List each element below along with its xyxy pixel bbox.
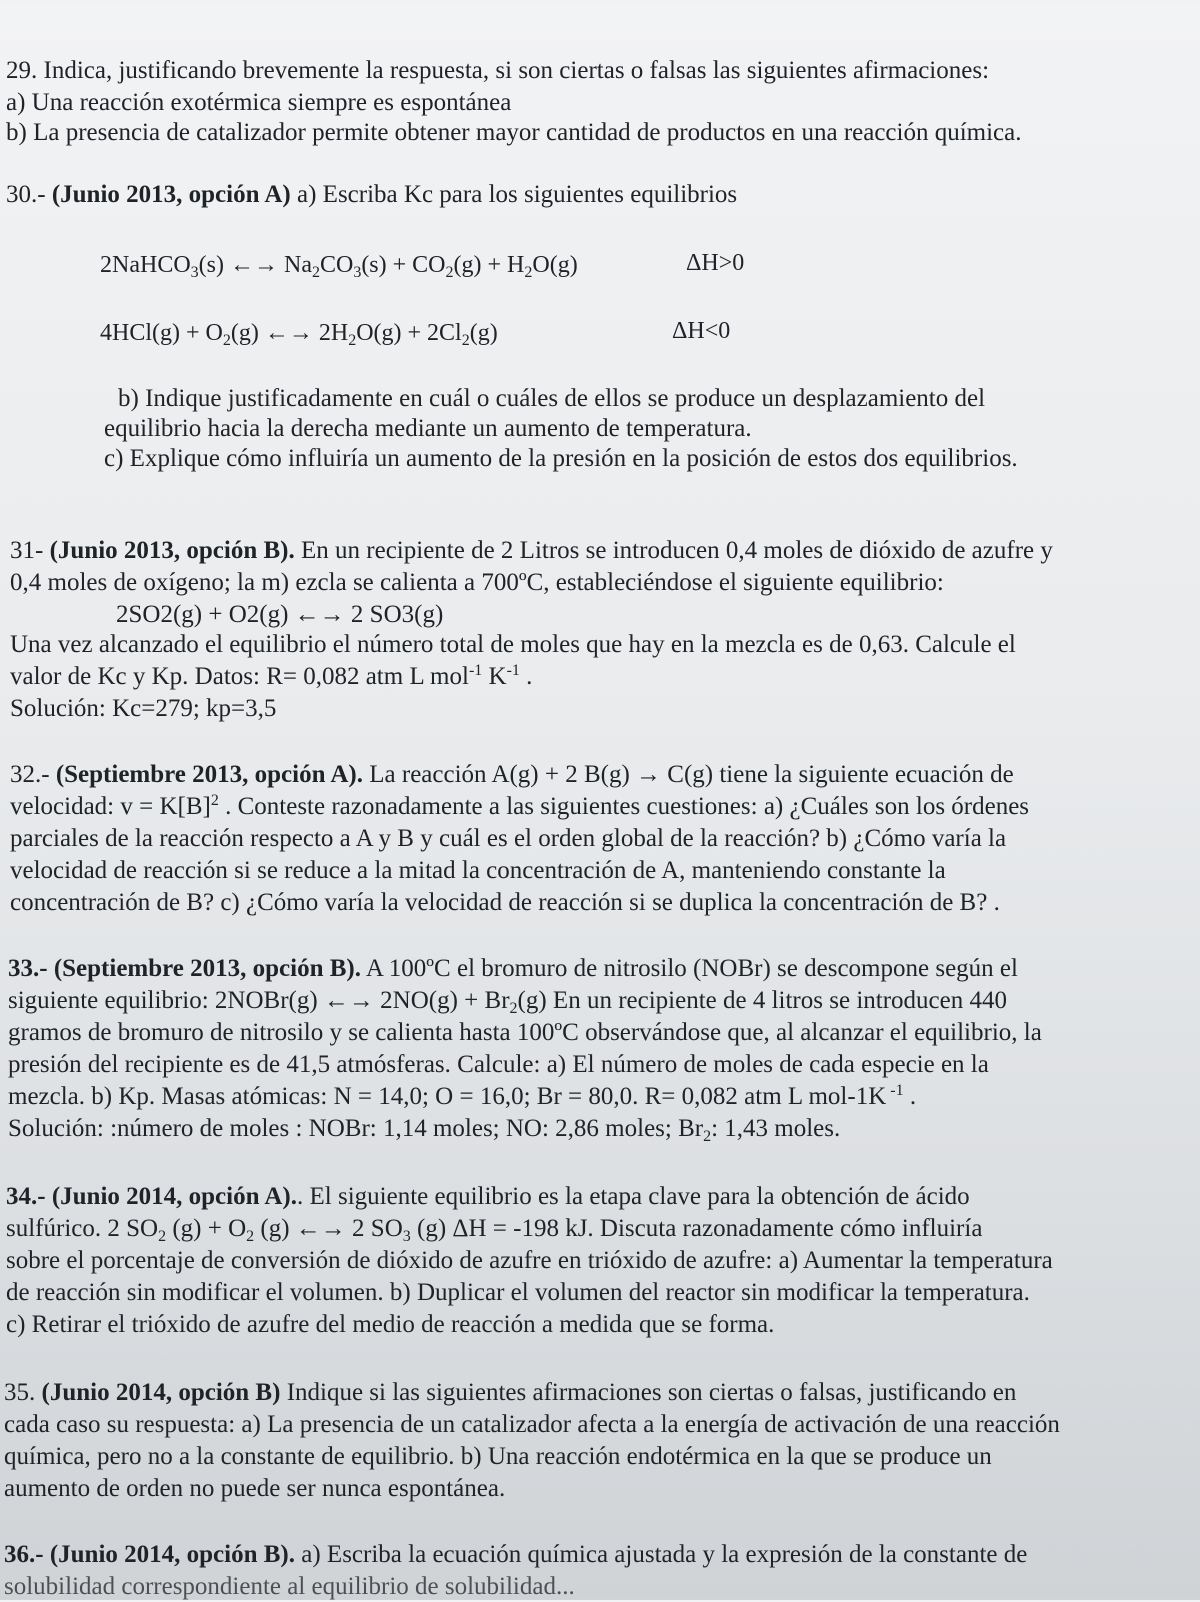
q31-line1: 31- (Junio 2013, opción B). En un recipiente de 2 Litros se introducen 0,4 moles de dióxido de azufre y bbox=[10, 537, 1053, 564]
q34-tag: (Junio 2014, opción A). bbox=[51, 1183, 298, 1210]
q35-line4: aumento de orden no puede ser nunca espontánea. bbox=[4, 1475, 506, 1502]
q34-line5: c) Retirar el trióxido de azufre del medio de reacción a medida que se forma. bbox=[6, 1311, 775, 1338]
q32-tag: (Septiembre 2013, opción A). bbox=[55, 761, 363, 788]
q34-line1: 34.- (Junio 2014, opción A).. El siguiente equilibrio es la etapa clave para la obtención de ácido bbox=[6, 1183, 970, 1210]
q36-tag: (Junio 2014, opción B). bbox=[49, 1541, 296, 1568]
q30-tag: (Junio 2013, opción A) bbox=[51, 181, 291, 208]
q33-line5: mezcla. b) Kp. Masas atómicas: N = 14,0; O = 16,0; Br = 80,0. R= 0,082 atm L mol-1K $^{-1}$ . bbox=[8, 1082, 917, 1110]
q33-solution: Solución: :número de moles : NOBr: 1,14 moles; NO: 2,86 moles; $Br_2$: 1,43 moles. bbox=[8, 1115, 841, 1145]
q30-b-line1: b) Indique justificadamente en cuál o cuáles de ellos se produce un desplazamiento del bbox=[118, 385, 986, 412]
q30-number: 30.- bbox=[6, 181, 46, 208]
q32-line4: velocidad de reacción si se reduce a la mitad la concentración de A, manteniendo constante la bbox=[10, 857, 946, 884]
q36-line1: 36.- (Junio 2014, opción B). a) Escriba la ecuación química ajustada y la expresión de la constante de bbox=[4, 1541, 1028, 1568]
q34-line4: de reacción sin modificar el volumen. b) Duplicar el volumen del reactor sin modificar la temperatura. bbox=[6, 1279, 1030, 1306]
q30-equation-2: $4HCl(g) + O_2(g)$ ←→ $2H_2O(g) + 2Cl_2(g)$ bbox=[100, 320, 498, 349]
q36-line2: solubilidad correspondiente al equilibrio de solubilidad... bbox=[4, 1573, 575, 1600]
q34-line3: sobre el porcentaje de conversión de dióxido de azufre en trióxido de azufre: a) Aumentar la temperatura bbox=[6, 1247, 1053, 1274]
q29-a: a) Una reacción exotérmica siempre es espontánea bbox=[6, 89, 512, 116]
q30-c: c) Explique cómo influiría un aumento de la presión en la posición de estos dos equilibrios. bbox=[104, 445, 1018, 472]
q29-title: 29. Indica, justificando brevemente la respuesta, si son ciertas o falsas las siguientes afirmaciones: bbox=[6, 57, 990, 84]
q35-line3: química, pero no a la constante de equilibrio. b) Una reacción endotérmica en la que se produce un bbox=[4, 1443, 992, 1470]
q31-line3: Una vez alcanzado el equilibrio el número total de moles que hay en la mezcla es de 0,63. Calcule el bbox=[10, 631, 1016, 658]
q33-line2: siguiente equilibrio: 2NOBr(g) ←→ $2NO(g) + Br_2(g)$ En un recipiente de 4 litros se introducen 440 bbox=[8, 987, 1007, 1017]
q30-eq1-enthalpy: ΔH>0 bbox=[686, 250, 745, 276]
q31-line2: 0,4 moles de oxígeno; la m) ezcla se calienta a 700ºC, estableciéndose el siguiente equilibrio: bbox=[10, 569, 944, 596]
q33-tag: (Septiembre 2013, opción B). bbox=[53, 955, 361, 982]
q32-line2: velocidad: $v = K[B]^2$ . Conteste razonadamente a las siguientes cuestiones: a) ¿Cuáles son los órdenes bbox=[10, 792, 1030, 820]
q31-solution: Solución: Kc=279; kp=3,5 bbox=[10, 695, 277, 722]
q30-b-line2: equilibrio hacia la derecha mediante un aumento de temperatura. bbox=[104, 415, 752, 442]
q32-line3: parciales de la reacción respecto a A y B y cuál es el orden global de la reacción? b) ¿Cómo varía la bbox=[10, 825, 1007, 852]
q31-tag: (Junio 2013, opción B). bbox=[49, 537, 295, 564]
q35-line1: 35. (Junio 2014, opción B) Indique si las siguientes afirmaciones son ciertas o falsas, justificando en bbox=[4, 1379, 1017, 1406]
q33-line1: 33.- (Septiembre 2013, opción B). A 100ºC el bromuro de nitrosilo (NOBr) se descompone según el bbox=[8, 955, 1018, 982]
q31-line4: valor de Kc y Kp. Datos: R= 0,082 atm L mol$^{-1}$ $K^{-1}$ . bbox=[10, 662, 533, 690]
q33-line4: presión del recipiente es de 41,5 atmósferas. Calcule: a) El número de moles de cada especie en la bbox=[8, 1051, 989, 1078]
q29-b: b) La presencia de catalizador permite obtener mayor cantidad de productos en una reacción química. bbox=[6, 119, 1022, 146]
q30-heading bbox=[6, 180, 737, 210]
q32-line5: concentración de B? c) ¿Cómo varía la velocidad de reacción si se duplica la concentración de B? . bbox=[10, 889, 1000, 916]
q33-line3: gramos de bromuro de nitrosilo y se calienta hasta 100ºC observándose que, al alcanzar el equilibrio, la bbox=[8, 1019, 1042, 1046]
q30-eq2-enthalpy: ΔH<0 bbox=[672, 318, 731, 344]
q34-line2: sulfúrico. 2 $SO_2$ $(g) + O_2$ (g) ←→ 2 $SO_3$ (g) ΔH = -198 kJ. Discuta razonadamente cómo influiría bbox=[6, 1215, 983, 1245]
q35-tag: (Junio 2014, opción B) bbox=[41, 1379, 281, 1406]
q35-line2: cada caso su respuesta: a) La presencia de un catalizador afecta a la energía de activación de una reacción bbox=[4, 1411, 1060, 1438]
q31-equation: 2SO2(g) + O2(g) ←→ 2 SO3(g) bbox=[116, 601, 444, 628]
q30-equation-1: 2NaHCO$_3$(s) ←→ $Na_2CO_3(s) + CO_2(g) + H_2O(g)$ bbox=[100, 252, 578, 281]
q30-a: a) Escriba Kc para los siguientes equilibrios bbox=[297, 181, 738, 208]
q32-line1: 32.- (Septiembre 2013, opción A). La reacción A(g) + 2 B(g) → C(g) tiene la siguiente ecuación de bbox=[10, 761, 1014, 788]
